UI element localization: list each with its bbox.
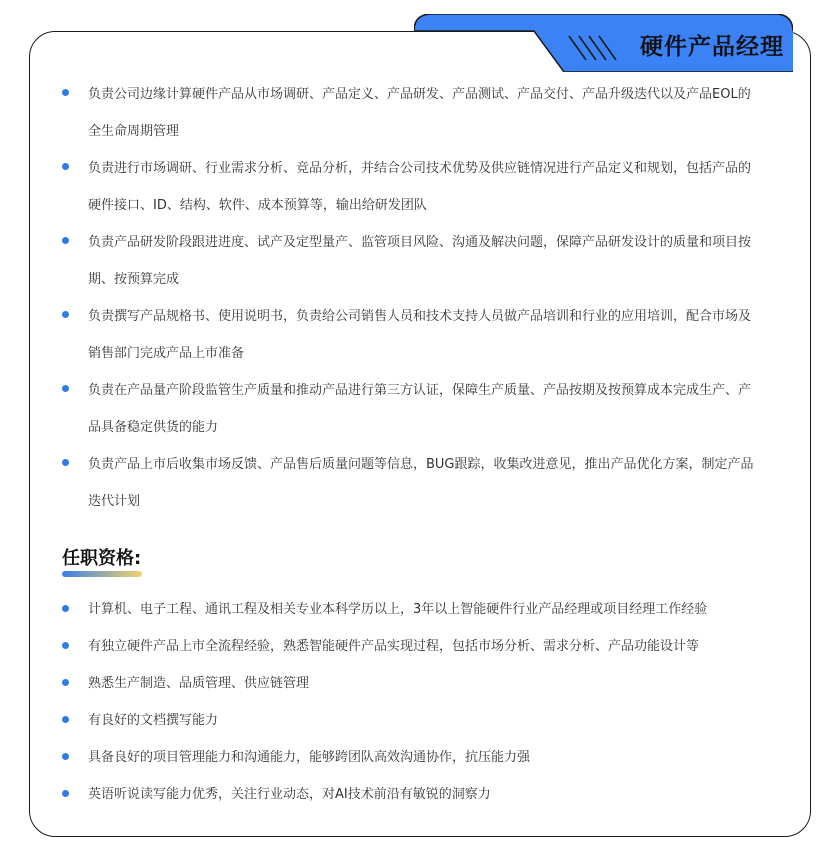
duty-text: 负责撰写产品规格书、使用说明书，负责给公司销售人员和技术支持人员做产品培训和行业的应用培训，配合市场及销售部门完成产品上市准备 <box>88 309 752 361</box>
list-item <box>60 372 760 446</box>
list-item <box>60 776 760 813</box>
duty-text: 负责在产品量产阶段监管生产质量和推动产品进行第三方认证，保障生产质量、产品按期及按预算成本完成生产、产品具备稳定供货的能力 <box>88 383 752 435</box>
duty-text: 负责公司边缘计算硬件产品从市场调研、产品定义、产品研发、产品测试、产品交付、产品升级迭代以及产品EOL的全生命周期管理 <box>88 87 751 139</box>
title-tab <box>414 14 793 72</box>
qualification-text: 计算机、电子工程、通讯工程及相关专业本科学历以上，3年以上智能硬件行业产品经理或项目经理工作经验 <box>88 602 708 617</box>
list-item <box>60 224 760 298</box>
list-item <box>60 76 760 150</box>
list-item <box>60 591 760 628</box>
qualification-text: 有独立硬件产品上市全流程经验，熟悉智能硬件产品实现过程，包括市场分析、需求分析、产品功能设计等 <box>88 639 700 654</box>
list-item <box>60 150 760 224</box>
list-item <box>60 628 760 665</box>
qualification-text: 有良好的文档撰写能力 <box>88 713 219 728</box>
duty-text: 负责进行市场调研、行业需求分析、竞品分析，并结合公司技术优势及供应链情况进行产品定义和规划，包括产品的硬件接口、ID、结构、软件、成本预算等，输出给研发团队 <box>88 161 752 213</box>
bullet-dot-icon <box>62 311 69 318</box>
list-item <box>60 702 760 739</box>
duty-text: 负责产品研发阶段跟进进度、试产及定型量产、监管项目风险、沟通及解决问题，保障产品研发设计的质量和项目按期、按预算完成 <box>88 235 752 287</box>
qualifications-heading: 任职资格: <box>62 548 142 569</box>
bullet-dot-icon <box>62 89 69 96</box>
bullet-dot-icon <box>62 679 69 686</box>
list-item <box>60 298 760 372</box>
bullet-dot-icon <box>62 716 69 723</box>
bullet-dot-icon <box>62 385 69 392</box>
list-item <box>60 665 760 702</box>
bullet-dot-icon <box>62 642 69 649</box>
heading-underline <box>62 571 142 577</box>
list-item <box>60 446 760 520</box>
page-title: 硬件产品经理 <box>640 34 784 60</box>
qualification-text: 英语听说读写能力优秀，关注行业动态，对AI技术前沿有敏锐的洞察力 <box>88 787 491 802</box>
bullet-dot-icon <box>62 753 69 760</box>
bullet-dot-icon <box>62 163 69 170</box>
bullet-dot-icon <box>62 790 69 797</box>
list-item <box>60 739 760 776</box>
duty-text: 负责产品上市后收集市场反馈、产品售后质量问题等信息，BUG跟踪，收集改进意见，推出产品优化方案，制定产品迭代计划 <box>88 457 754 509</box>
bullet-dot-icon <box>62 237 69 244</box>
bullet-dot-icon <box>62 605 69 612</box>
duties-list <box>60 76 760 520</box>
qualification-text: 具备良好的项目管理能力和沟通能力，能够跨团队高效沟通协作，抗压能力强 <box>88 750 531 765</box>
bullet-dot-icon <box>62 459 69 466</box>
qualification-text: 熟悉生产制造、品质管理、供应链管理 <box>88 676 310 691</box>
qualifications-list <box>60 591 760 813</box>
